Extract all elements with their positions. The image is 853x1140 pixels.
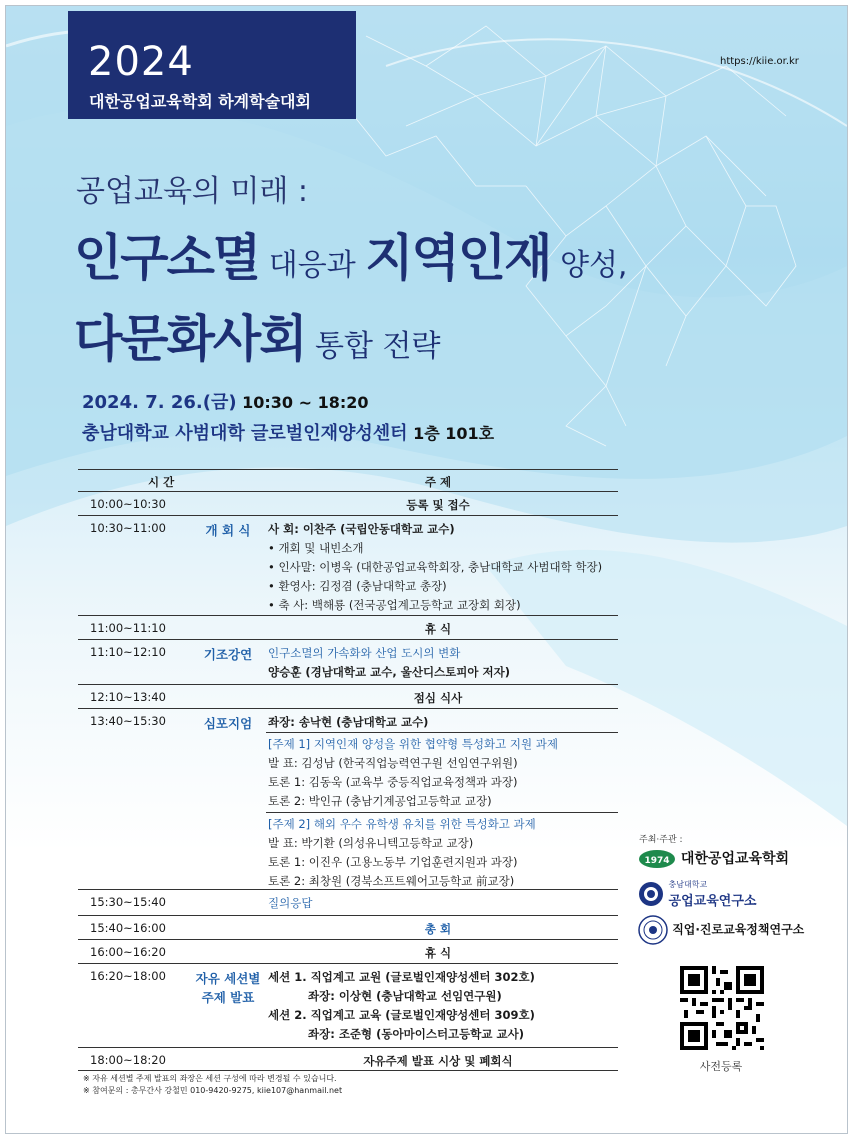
row-text: 자유주제 발표 시상 및 폐회식 [363,1054,513,1068]
organizer-1 [638,848,789,869]
title-line-3 [74,299,441,371]
event-venue-name: 충남대학교 사범대학 글로벌인재양성센터 [82,423,408,444]
organizer-2-university: 충남대학교 [668,880,708,889]
title-line-2 [74,218,627,290]
row-text: 등록 및 접수 [406,498,470,512]
row-line: • 인사말: 이병욱 (대한공업교육학회장, 충남대학교 사범대학 학장) [268,560,603,574]
row-time: 11:10~12:10 [90,645,166,659]
organizer-2 [638,879,756,909]
header-topic: 주 제 [424,475,452,489]
website-url[interactable]: https://kiie.or.kr [720,56,799,67]
qr-code-icon[interactable] [680,966,764,1050]
title-connector-1: 대응과 [259,248,366,283]
event-time: 10:30 ~ 18:20 [236,393,369,412]
row-line: • 축 사: 백해룡 (전국공업계고등학교 교장회 회장) [268,598,521,612]
table-row [78,491,618,516]
title-keyword-2: 지역인재 [365,229,551,287]
row-line: 사 회: 이찬주 (국립안동대학교 교수) [268,522,455,536]
row-text: 총 회 [424,922,452,936]
organizer-1-name: 대한공업교육학회 [680,851,790,867]
table-row [78,1047,618,1071]
organizer-3 [638,915,804,945]
row-time: 10:30~11:00 [90,521,166,535]
row-chair: 좌장: 송낙현 (충남대학교 교수) [268,715,429,729]
row-line: 좌장: 이상현 (충남대학교 선임연구원) [308,989,502,1003]
footnote: ※ 참여문의 : 총무간사 강철민 010-9420-9275, kiie107@hanmail.net [83,1086,343,1095]
table-row [78,515,618,616]
table-row [78,963,618,1048]
organizer-3-name: 직업·진로교육정책연구소 [672,922,805,937]
event-date-day: 2024. 7. 26.(금) [82,392,237,413]
footnotes [83,1073,342,1097]
row-time: 16:20~18:00 [90,969,166,983]
poster [5,5,848,1134]
event-room: 1층 101호 [407,424,495,443]
title-keyword-1: 인구소멸 [74,229,260,287]
table-row [78,639,618,685]
row-label: 주제 발표 [201,990,255,1005]
table-row [78,615,618,640]
row-line: 인구소멸의 가속화와 산업 도시의 변화 [268,646,461,660]
row-line: 토론 1: 김동욱 (교육부 중등직업교육정책과 과장) [268,775,518,789]
footnote: ※ 자유 세션별 주제 발표의 좌장은 세션 구성에 따라 변경될 수 있습니다. [83,1074,337,1083]
row-line: • 개회 및 내빈소개 [268,541,364,555]
topic-1-divider [266,732,618,733]
organizers-title: 주최·주관 : [639,835,683,845]
event-venue [82,419,494,445]
table-row [78,939,618,964]
row-line: 발 표: 박기환 (의성유니텍고등학교 교장) [268,836,474,850]
row-text: 점심 식사 [413,691,463,705]
row-time: 15:30~15:40 [90,895,166,909]
header-box [68,11,356,119]
event-date [82,388,369,414]
table-row [78,915,618,940]
row-time: 10:00~10:30 [90,497,166,511]
cnu-seal-icon [638,881,664,907]
table-row [78,684,618,709]
qr-label: 사전등록 [699,1060,743,1073]
row-line: 세션 1. 직업계고 교원 (글로벌인재양성센터 302호) [268,970,535,984]
row-line: 토론 2: 박인규 (충남기계공업고등학교 교장) [268,794,492,808]
row-line: 세션 2. 직업계고 교육 (글로벌인재양성센터 309호) [268,1008,535,1022]
row-line: 양승훈 (경남대학교 교수, 울산디스토피아 저자) [268,665,510,679]
topic-2-title: [주제 2] 해외 우수 유학생 유치를 위한 특성화고 과제 [268,817,536,831]
organizer-2-name: 공업교육연구소 [668,894,757,909]
row-line: • 환영사: 김정겸 (충남대학교 총장) [268,579,447,593]
row-text: 질의응답 [268,896,313,910]
topic-2-divider [266,812,618,813]
title-connector-2: 양성, [550,248,628,283]
row-time: 13:40~15:30 [90,714,166,728]
row-text: 휴 식 [424,946,452,960]
row-line: 토론 2: 최창원 (경북소프트웨어고등학교 前교장) [268,874,515,888]
row-label: 기조강연 [203,647,253,662]
row-time: 11:00~11:10 [90,621,166,635]
header-year: 2024 [88,39,194,85]
row-line: 발 표: 김성남 (한국직업능력연구원 선임연구위원) [268,756,518,770]
table-header-row [78,469,618,492]
row-line: 토론 1: 이진우 (고용노동부 기업훈련지원과 과장) [268,855,518,869]
topic-1-title: [주제 1] 지역인재 양성을 위한 협약형 특성화고 지원 과제 [268,737,558,751]
row-time: 16:00~16:20 [90,945,166,959]
title-keyword-3: 다문화사회 [74,310,306,368]
header-subtitle: 대한공업교육학회 하계학술대회 [89,92,311,111]
title-connector-3: 통합 전략 [305,329,441,364]
table-row [78,708,618,890]
row-label: 심포지엄 [203,716,253,731]
kiie-logo-icon [638,849,676,869]
row-line: 좌장: 조준형 (동아마이스터고등학교 교사) [308,1027,524,1041]
institute-seal-icon [638,915,668,945]
row-label: 개 회 식 [205,523,251,538]
header-time: 시 간 [148,475,175,489]
svg-text:1974: 1974 [644,856,670,866]
row-label: 자유 세션별 [195,971,261,986]
row-time: 12:10~13:40 [90,690,166,704]
row-text: 휴 식 [424,622,452,636]
row-time: 15:40~16:00 [90,921,166,935]
row-time: 18:00~18:20 [90,1053,166,1067]
table-row [78,889,618,916]
title-line-1: 공업교육의 미래 : [76,174,309,209]
